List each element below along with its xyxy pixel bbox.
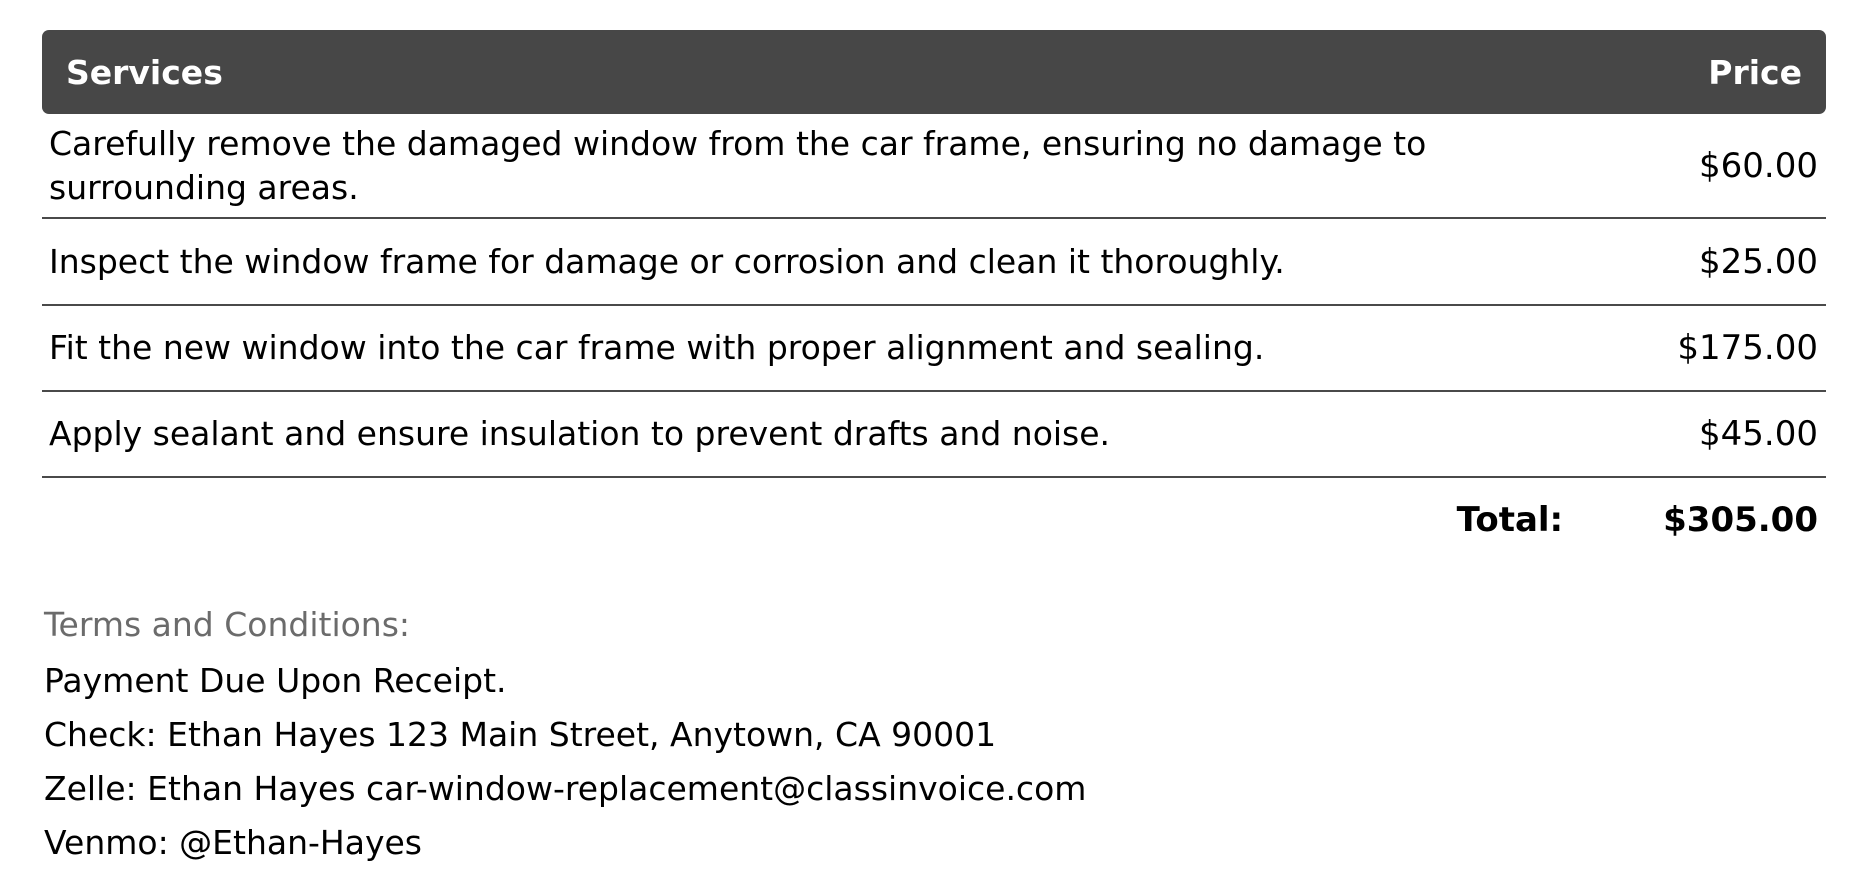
service-price: $60.00 [1699,145,1818,186]
service-description: Inspect the window frame for damage or corrosion and clean it thoroughly. [49,241,1285,281]
terms-check: Check: Ethan Hayes 123 Main Street, Anytown, CA 90001 [44,715,997,754]
service-price: $25.00 [1699,241,1818,282]
service-price: $175.00 [1677,328,1818,368]
service-price: $45.00 [1699,414,1818,454]
terms-venmo: Venmo: @Ethan-Hayes [44,823,422,862]
header-price: Price [1708,52,1802,92]
terms-payment-due: Payment Due Upon Receipt. [44,661,507,700]
terms-title: Terms and Conditions: [44,605,411,644]
terms-section [44,600,1086,870]
table-row [42,114,1826,219]
header-services: Services [66,52,223,92]
service-description: Apply sealant and ensure insulation to prevent drafts and noise. [49,414,1111,453]
table-row [42,219,1826,306]
table-row [42,306,1826,392]
table-header [42,30,1826,114]
services-table [42,30,1826,562]
total-row [42,478,1826,562]
total-value: $305.00 [1663,500,1818,540]
terms-zelle: Zelle: Ethan Hayes car-window-replacement@classinvoice.com [44,769,1087,808]
service-description: Carefully remove the damaged window from the car frame, ensuring no damage to surrounding areas. [49,123,1427,207]
service-description: Fit the new window into the car frame with proper alignment and sealing. [49,328,1265,367]
table-row [42,392,1826,478]
total-label: Total: [1456,500,1564,540]
